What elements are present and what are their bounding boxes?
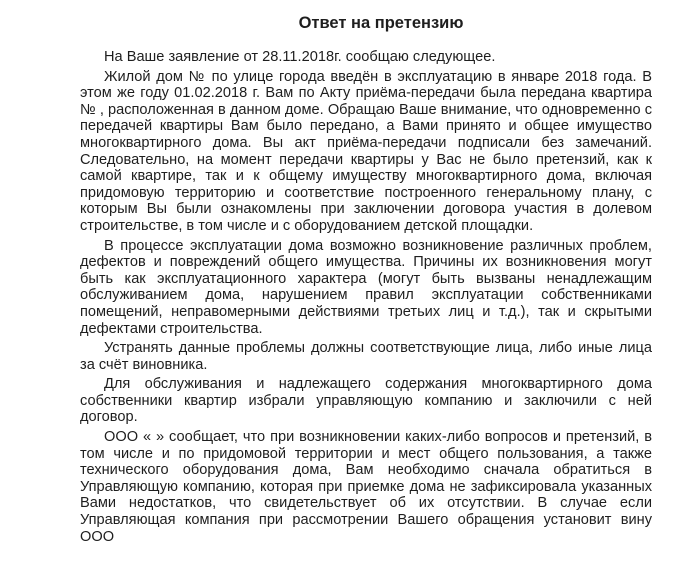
document-title: Ответ на претензию [298, 14, 464, 32]
paragraph-management-company: Для обслуживания и надлежащего содержания многоквартирного дома собственники квартир избрали управляющую компанию и заключили с ней договор. [80, 376, 652, 426]
paragraph-intro: На Ваше заявление от 28.11.2018г. сообщаю следующее. [104, 49, 496, 65]
document-body [80, 49, 652, 545]
paragraph-ooo-statement: ООО « » сообщает, что при возникновении каких-либо вопросов и претензий, в том числе и по придомовой территории и мест общего пользования, а также технического оборудования дома, Вам необходимо сначала обратиться в Управляющую компанию, которая при приемке дома не зафиксировала указанных Вами недостатков, что свидетельствует об их отсутствии. В случае если Управляющая компания при рассмотрении Вашего обращения установит вину ООО [80, 429, 652, 545]
paragraph-house-handover: Жилой дом № по улице города введён в эксплуатацию в январе 2018 года. В этом же году 01.02.2018 г. Вам по Акту приёма-передачи была передана квартира № , расположенная в данном доме. Обращаю Ваше внимание, что одновременно с передачей квартиры Вам было передано, а Вами принято и общее имущество многоквартирного дома. Вы акт приёма-передачи подписали без замечаний. Следовательно, на момент передачи квартиры у Вас не было претензий, как к самой квартире, так и к общему имуществу многоквартирного дома, включая придомовую территорию и соответствие построенного генеральному плану, с которым Вы были ознакомлены при заключении договора участия в долевом строительстве, в том числе и с оборудованием детской площадки. [80, 68, 652, 234]
paragraph-defects: В процессе эксплуатации дома возможно возникновение различных проблем, дефектов и повреждений общего имущества. Причины их возникновения могут быть как эксплуатационного характера (могут быть вызваны ненадлежащим обслуживанием дома, нарушением правил эксплуатации собственниками помещений, неправомерными действиями третьих лиц и т.д.), так и скрытыми дефектами строительства. [80, 237, 652, 337]
paragraph-responsibility: Устранять данные проблемы должны соответствующие лица, либо иные лица за счёт виновника. [80, 340, 652, 373]
